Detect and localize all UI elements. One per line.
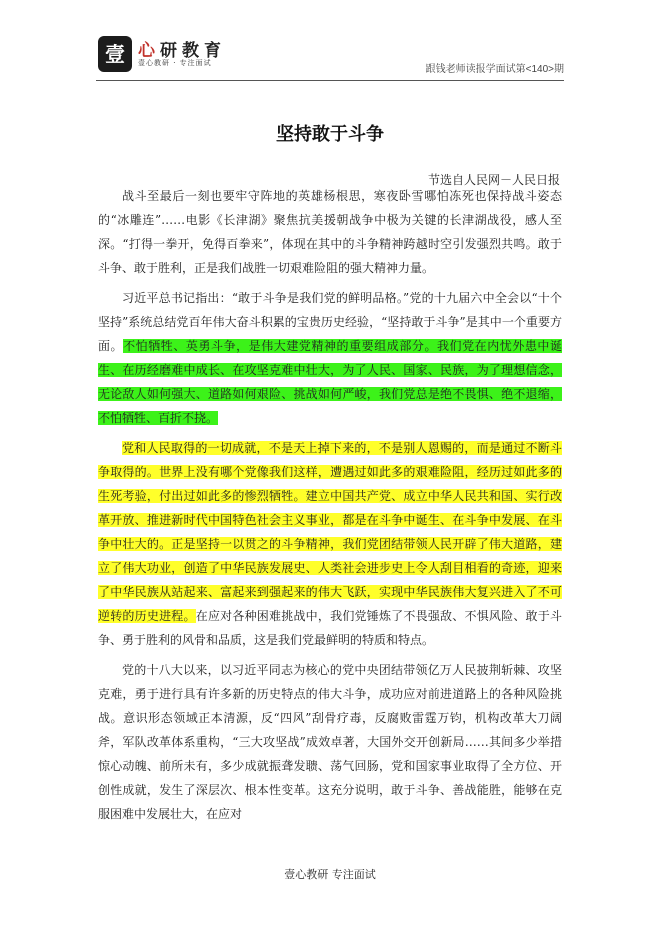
paragraph-2-text: 习近平总书记指出：“敢于斗争是我们党的鲜明品格。”党的十九届六中全会以“十个坚持”系统总结党百年伟大奋斗积累的宝贵历史经验，“坚持敢于斗争”是其中一个重要方面。 — [98, 291, 562, 353]
header-divider — [96, 80, 564, 81]
highlight-yellow: 党和人民取得的一切成就，不是天上掉下来的，不是别人恩赐的，而是通过不断斗争取得的。世界上没有哪个党像我们这样，遭遇过如此多的艰难险阻，经历过如此多的生死考验，付出过如此多的惨烈牺牲。建立中国共产党、成立中华人民共和国、实行改革开放、推进新时代中国特色社会主义事业，都是在斗争中诞生、在斗争中发展、在斗争中壮大的。正是坚持一以贯之的斗争精神，我们党团结带领人民开辟了伟大道路，建立了伟大功业，创造了中华民族发展史、人类社会进步史上令人刮目相看的奇迹，迎来了中华民族从站起来、富起来到强起来的伟大飞跃，实现中华民族伟大复兴进入了不可逆转的历史进程。 — [98, 441, 562, 623]
page-title: 坚持敢于斗争 — [276, 124, 384, 145]
article-source: 节选自人民网－人民日报 — [427, 173, 560, 187]
paragraph-4: 党的十八大以来，以习近平同志为核心的党中央团结带领亿万人民披荆斩棘、攻坚克难，勇于进行具有许多新的历史特点的伟大斗争，成功应对前进道路上的各种风险挑战。意识形态领域正本清源，反“四风”刮骨疗毒，反腐败雷霆万钧，机构改革大刀阔斧，军队改革体系重构，“三大攻坚战”成效卓著，大国外交开创新局……其间多少举措惊心动魄、前所未有，多少成就振聋发聩、荡气回肠，党和国家事业取得了全方位、开创性成就，发生了深层次、根本性变革。这充分说明，敢于斗争、善战能胜，能够在克服困难中发展壮大，在应对 — [98, 663, 562, 821]
issue-number: 跟钱老师读报学面试第<140>期 — [425, 64, 564, 75]
logo-name-rest: 研教育 — [160, 41, 226, 61]
logo-slogan: 壹心教研 · 专注面试 — [138, 59, 212, 67]
header — [96, 34, 564, 80]
highlight-green: 不怕牺牲、英勇斗争，是伟大建党精神的重要组成部分。我们党在内忧外患中诞生、在历经磨难中成长、在攻坚克难中壮大，为了人民、国家、民族，为了理想信念，无论敌人如何强大、道路如何艰险、挑战如何严峻，我们党总是绝不畏惧、绝不退缩，不怕牺牲、百折不挠。 — [98, 339, 562, 425]
paragraph-3 — [98, 436, 562, 652]
paragraph-2 — [98, 286, 562, 430]
page-footer: 壹心教研 专注面试 — [284, 868, 376, 881]
paragraph-3-text: 在应对各种困难挑战中，我们党锤炼了不畏强敌、不惧风险、敢于斗争、勇于胜利的风骨和品质，这是我们党最鲜明的特质和特点。 — [98, 609, 562, 647]
logo-mark: 壹 — [98, 36, 132, 72]
logo-name-first: 心 — [138, 41, 160, 61]
article-body — [98, 184, 562, 832]
paragraph-1: 战斗至最后一刻也要牢守阵地的英雄杨根思，寒夜卧雪哪怕冻死也保持战斗姿态的“冰雕连”……电影《长津湖》聚焦抗美援朝战争中极为关键的长津湖战役，感人至深。“打得一拳开，免得百拳来”，体现在其中的斗争精神跨越时空引发强烈共鸣。敢于斗争、敢于胜利，正是我们战胜一切艰难险阻的强大精神力量。 — [98, 189, 562, 275]
